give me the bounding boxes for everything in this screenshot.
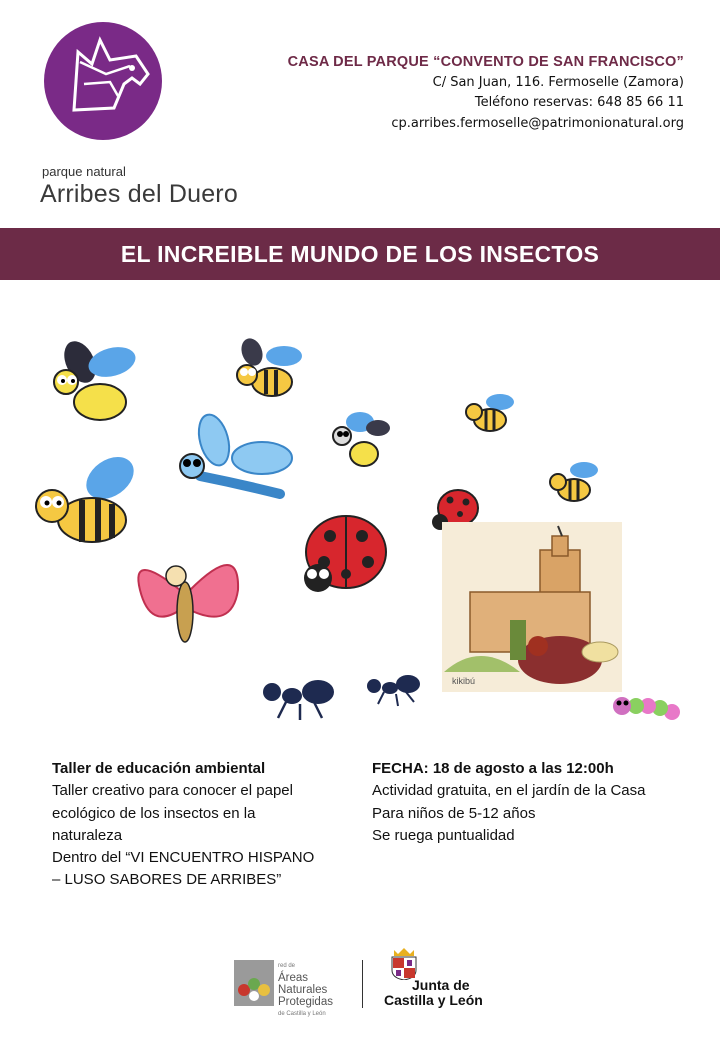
description-line: – LUSO SABORES DE ARRIBES” <box>52 871 282 889</box>
description-line: ecológico de los insectos en la <box>52 804 256 822</box>
contact-phone: Teléfono reservas: 648 85 66 11 <box>474 95 684 110</box>
park-logo <box>40 22 280 212</box>
ant-icon <box>263 680 334 720</box>
description-line: Dentro del “VI ENCUENTRO HISPANO <box>52 849 315 867</box>
anp-line: Protegidas <box>278 996 333 1008</box>
butterfly-icon <box>138 565 238 642</box>
banner-title: EL INCREIBLE MUNDO DE LOS INSECTOS <box>120 240 600 267</box>
workshop-description <box>52 758 352 892</box>
anp-line: Áreas <box>278 972 309 984</box>
description-line: naturaleza <box>52 826 123 844</box>
anp-logo-text <box>278 960 333 1020</box>
artist-signature: kikibú <box>452 676 476 686</box>
jcyl-line: Junta de <box>412 977 470 993</box>
ladybug-icon <box>304 516 386 592</box>
footer-logos <box>234 948 504 1018</box>
bee-icon <box>466 394 514 431</box>
detail-line: Actividad gratuita, en el jardín de la Casa <box>372 782 646 800</box>
caterpillar-icon <box>613 697 680 720</box>
bee-icon <box>36 448 142 542</box>
anp-prefix: red de <box>278 963 296 969</box>
contact-email[interactable]: cp.arribes.fermoselle@patrimonionatural.org <box>391 115 684 131</box>
ant-icon <box>367 675 420 706</box>
event-details <box>372 758 692 847</box>
contact-block <box>288 52 684 134</box>
anp-suffix: de Castilla y León <box>278 1011 326 1017</box>
event-date: FECHA: 18 de agosto a las 12:00h <box>372 760 614 777</box>
bee-icon <box>237 335 302 396</box>
bee-icon <box>333 412 390 466</box>
jcyl-logo-text <box>384 978 483 1008</box>
jcyl-line: Castilla y León <box>384 992 483 1008</box>
workshop-heading: Taller de educación ambiental <box>52 760 266 777</box>
anp-logo-icon <box>234 960 274 1006</box>
detail-line: Para niños de 5-12 años <box>372 804 536 822</box>
jcyl-crest-icon <box>390 948 418 980</box>
dragonfly-icon <box>180 411 292 494</box>
logo-subtitle: parque natural <box>42 164 126 179</box>
description-line: Taller creativo para conocer el papel <box>52 782 293 800</box>
logo-title: Arribes del Duero <box>40 180 238 208</box>
bee-icon <box>54 336 139 420</box>
contact-address: C/ San Juan, 116. Fermoselle (Zamora) <box>432 74 684 90</box>
eagle-emblem-icon <box>44 22 162 140</box>
anp-line: Naturales <box>278 984 328 996</box>
logo-divider <box>362 960 363 1008</box>
village-scene-icon <box>442 522 622 692</box>
detail-line: Se ruega puntualidad <box>372 826 515 844</box>
insect-illustration <box>0 300 720 740</box>
title-banner <box>0 228 720 280</box>
contact-heading: CASA DEL PARQUE “CONVENTO DE SAN FRANCISCO” <box>287 54 684 70</box>
bee-icon <box>550 462 598 501</box>
